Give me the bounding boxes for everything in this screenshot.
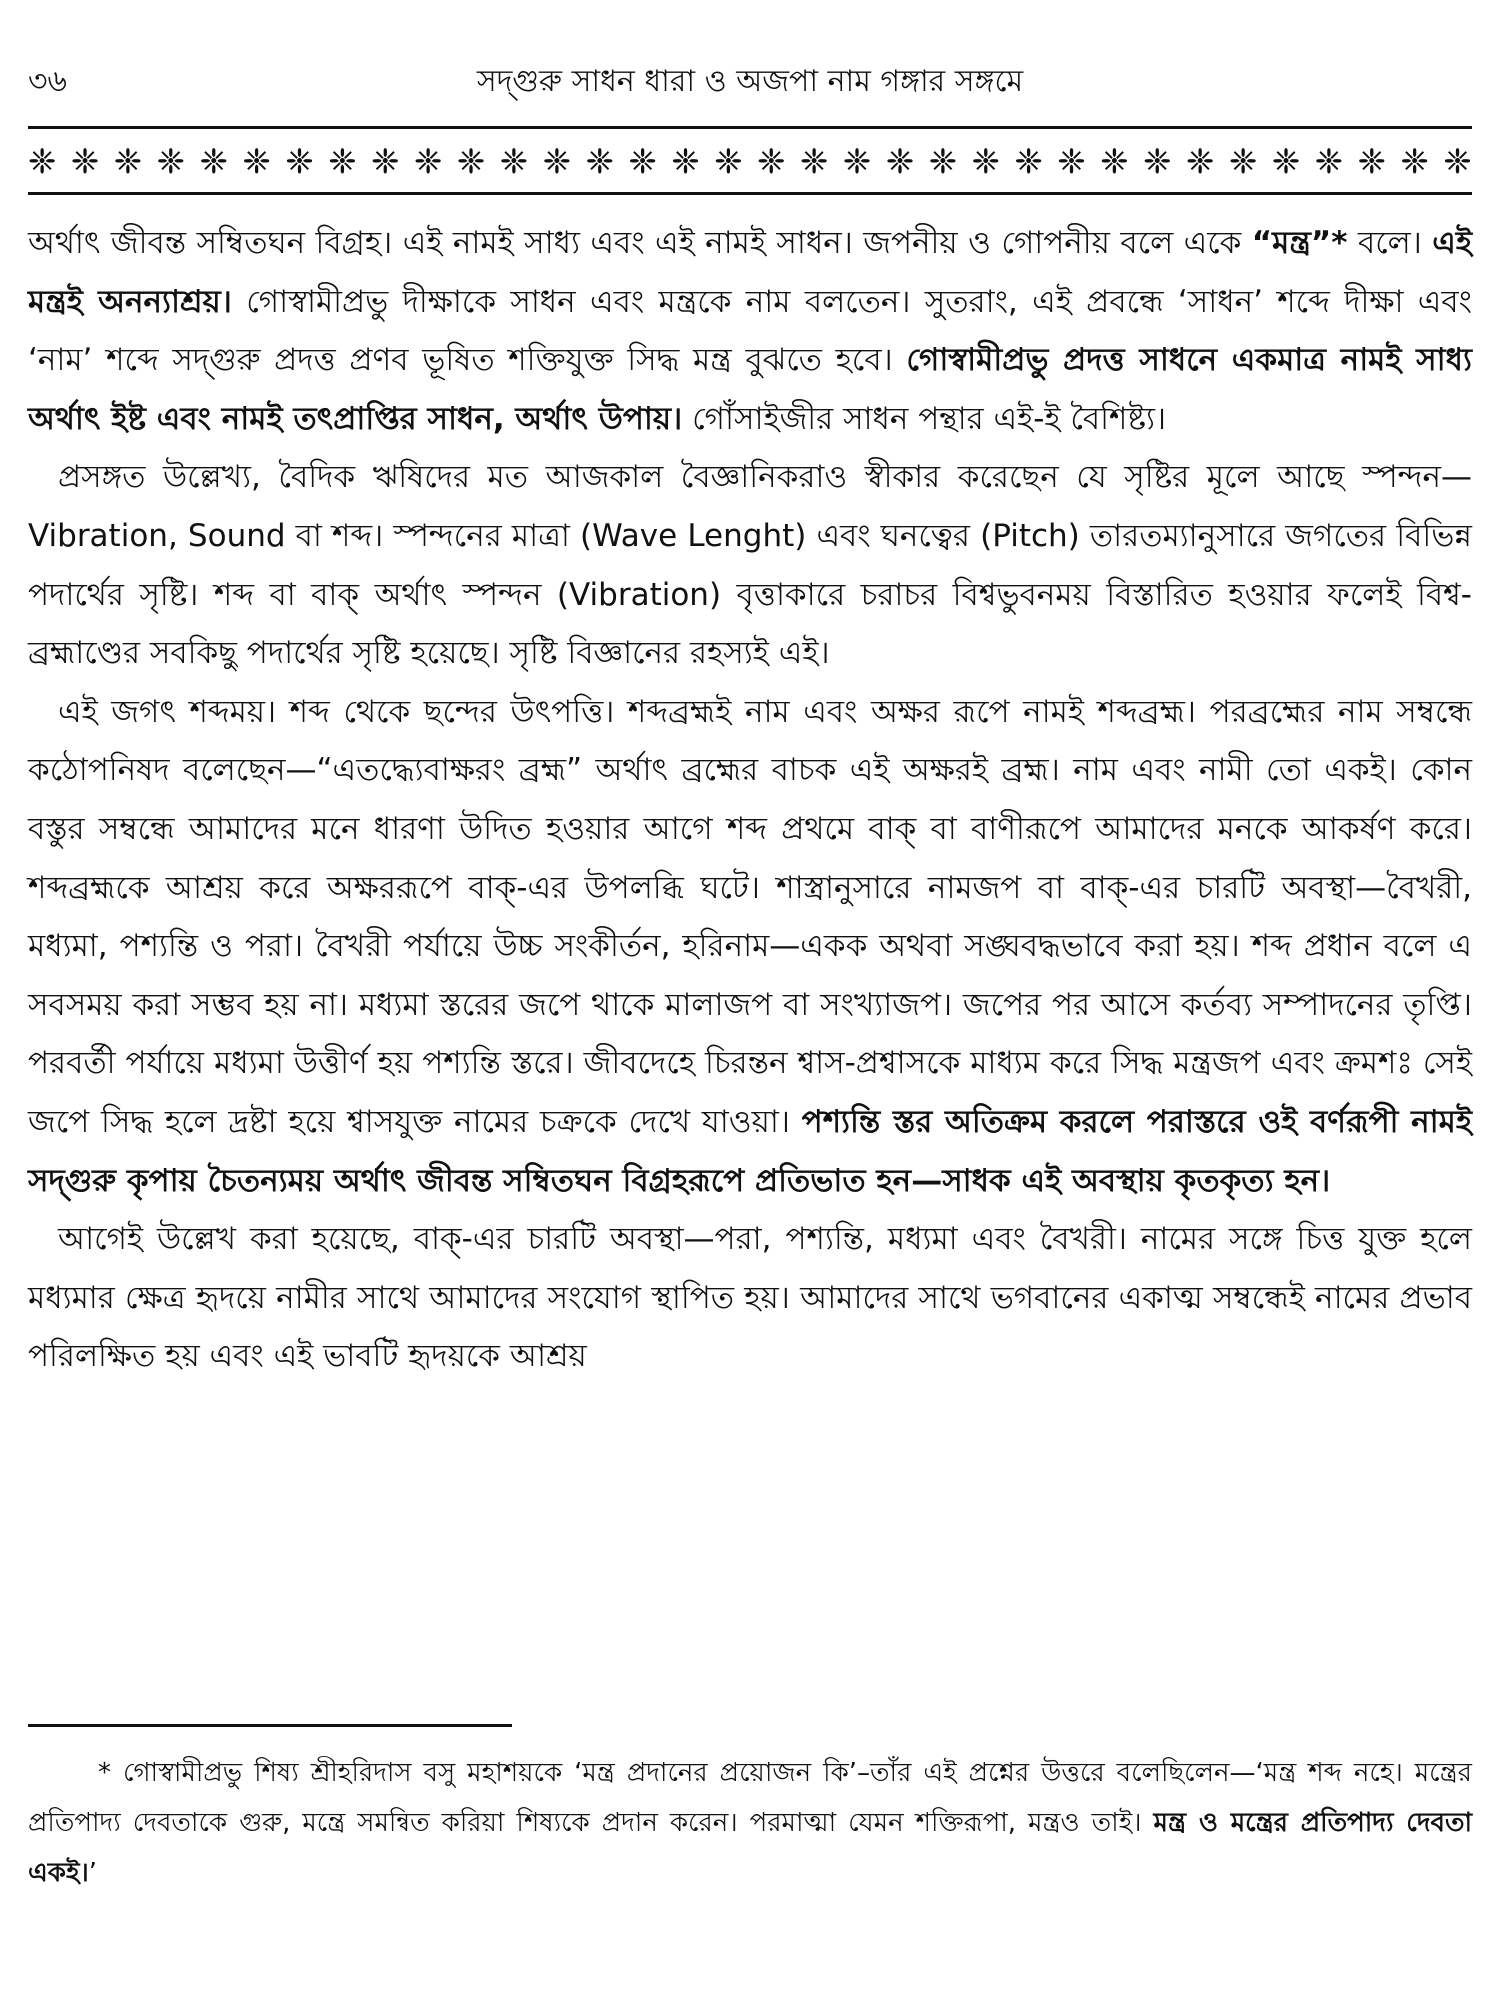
header-rule-bottom bbox=[28, 192, 1472, 195]
ornament-glyph: ❈ bbox=[414, 142, 443, 182]
text-run: ’ bbox=[88, 1858, 98, 1888]
ornament-glyph: ❈ bbox=[1014, 142, 1043, 182]
ornament-glyph: ❈ bbox=[542, 142, 572, 182]
ornament-glyph: ❈ bbox=[456, 142, 486, 182]
ornament-glyph: ❈ bbox=[70, 142, 100, 182]
ornament-glyph: ❈ bbox=[1271, 142, 1301, 182]
ornament-glyph: ❈ bbox=[1357, 142, 1387, 182]
text-run: গোস্বামীপ্রভু দীক্ষাকে সাধন এবং মন্ত্রকে নাম বলতেন। সুতরাং, এই প্রবন্ধে ‘সাধন’ শব্দে দীক্ষা এবং ‘নাম’ শব্দে সদ্‌গুরু প্রদত্ত প্রণব ভূষিত শক্তিযুক্ত সিদ্ধ মন্ত্র বুঝতে হবে। bbox=[28, 283, 1472, 379]
ornament-glyph: ❈ bbox=[1400, 142, 1429, 182]
ornament-glyph: ❈ bbox=[842, 142, 872, 182]
ornament-glyph: ❈ bbox=[28, 142, 57, 182]
ornament-glyph: ❈ bbox=[328, 142, 357, 182]
ornament-glyph: ❈ bbox=[1443, 142, 1472, 182]
footnote-paragraph bbox=[28, 1748, 1472, 1898]
ornamental-border bbox=[28, 138, 1472, 186]
text-run: * গোস্বামীপ্রভু শিষ্য শ্রীহরিদাস বসু মহাশয়কে ‘মন্ত্র প্রদানের প্রয়োজন কি’–তাঁর এই প্রশ্নের উত্তরে বলেছিলেন—‘মন্ত্র শব্দ নহে। মন্ত্রের প্রতিপাদ্য দেবতাকে গুরু, মন্ত্রে সমন্বিত করিয়া শিষ্যকে প্রদান করেন। পরমাত্মা যেমন শক্তিরূপা, মন্ত্রও তাই। bbox=[28, 1758, 1472, 1838]
ornament-glyph: ❈ bbox=[585, 142, 615, 182]
text-run: অর্থাৎ জীবন্ত সম্বিতঘন বিগ্রহ। এই নামই সাধ্য এবং এই নামই সাধন। জপনীয় ও গোপনীয় বলে একে bbox=[28, 225, 1252, 261]
ornament-glyph: ❈ bbox=[199, 142, 229, 182]
ornament-glyph: ❈ bbox=[1057, 142, 1086, 182]
ornament-glyph: ❈ bbox=[885, 142, 915, 182]
ornament-glyph: ❈ bbox=[371, 142, 400, 182]
ornament-glyph: ❈ bbox=[800, 142, 829, 182]
ornament-glyph: ❈ bbox=[757, 142, 786, 182]
ornament-glyph: ❈ bbox=[242, 142, 271, 182]
text-run: বলে। bbox=[1347, 225, 1433, 261]
ornament-glyph: ❈ bbox=[1186, 142, 1215, 182]
ornament-glyph: ❈ bbox=[928, 142, 958, 182]
ornament-glyph: ❈ bbox=[499, 142, 529, 182]
running-title: সদ্‌গুরু সাধন ধারা ও অজপা নাম গঙ্গার সঙ্গমে bbox=[476, 63, 1024, 99]
page-number: ৩৬ bbox=[28, 63, 68, 99]
footnote bbox=[28, 1748, 1472, 1898]
header-rule-top bbox=[28, 126, 1472, 129]
ornament-glyph: ❈ bbox=[1228, 142, 1258, 182]
ornament-glyph: ❈ bbox=[285, 142, 314, 182]
bold-run: পশ্যন্তি স্তর অতিক্রম করলে পরাস্তরে ওই বর্ণরূপী নামই সদ্‌গুরু কৃপায় চৈতন্যময় অর্থাৎ জীবন্ত সম্বিতঘন বিগ্রহরূপে প্রতিভাত হন—সাধক এই অবস্থায় কৃতকৃত্য হন। bbox=[28, 1103, 1472, 1199]
paragraph bbox=[28, 214, 1472, 448]
ornament-glyph: ❈ bbox=[671, 142, 700, 182]
paragraph bbox=[28, 448, 1472, 682]
ornament-glyph: ❈ bbox=[628, 142, 657, 182]
ornament-glyph: ❈ bbox=[714, 142, 743, 182]
body-text bbox=[28, 214, 1472, 1386]
footnote-rule bbox=[28, 1724, 512, 1727]
paragraph bbox=[28, 1210, 1472, 1386]
ornament-glyph: ❈ bbox=[156, 142, 186, 182]
paragraph bbox=[28, 683, 1472, 1210]
text-run: এই জগৎ শব্দময়। শব্দ থেকে ছন্দের উৎপত্তি। শব্দব্রহ্মই নাম এবং অক্ষর রূপে নামই শব্দব্রহ্ম। পরব্রহ্মের নাম সম্বন্ধে কঠোপনিষদ বলেছেন—“এতদ্ধ্যেবাক্ষরং ব্রহ্ম” অর্থাৎ ব্রহ্মের বাচক এই অক্ষরই ব্রহ্ম। নাম এবং নামী তো একই। কোন বস্তুর সম্বন্ধে আমাদের মনে ধারণা উদিত হওয়ার আগে শব্দ প্রথমে বাক্‌ বা বাণীরূপে আমাদের মনকে আকর্ষণ করে। শব্দব্রহ্মকে আশ্রয় করে অক্ষররূপে বাক্‌-এর উপলব্ধি ঘটে। শাস্ত্রানুসারে নামজপ বা বাক্‌-এর চারটি অবস্থা—বৈখরী, মধ্যমা, পশ্যন্তি ও পরা। বৈখরী পর্যায়ে উচ্চ সংকীর্তন, হরিনাম—একক অথবা সঙ্ঘবদ্ধভাবে করা হয়। শব্দ প্রধান বলে এ সবসময় করা সম্ভব হয় না। মধ্যমা স্তরের জপে থাকে মালাজপ বা সংখ্যাজপ। জপের পর আসে কর্তব্য সম্পাদনের তৃপ্তি। পরবর্তী পর্যায়ে মধ্যমা উত্তীর্ণ হয় পশ্যন্তি স্তরে। জীবদেহে চিরন্তন শ্বাস-প্রশ্বাসকে মাধ্যম করে সিদ্ধ মন্ত্রজপ এবং ক্রমশঃ সেই জপে সিদ্ধ হলে দ্রষ্টা হয়ে শ্বাসযুক্ত নামের চক্রকে দেখে যাওয়া। bbox=[28, 693, 1472, 1140]
ornament-glyph: ❈ bbox=[113, 142, 143, 182]
bold-run: মন্ত্র ও মন্ত্রের প্রতিপাদ্য দেবতা একই। bbox=[28, 1808, 1473, 1888]
bold-run: এই মন্ত্রই অনন্যাশ্রয়। bbox=[28, 225, 1472, 320]
text-run: আগেই উল্লেখ করা হয়েছে, বাক্‌-এর চারটি অবস্থা—পরা, পশ্যন্তি, মধ্যমা এবং বৈখরী। নামের সঙ্গে চিত্ত যুক্ত হলে মধ্যমার ক্ষেত্র হৃদয়ে নামীর সাথে আমাদের সংযোগ স্থাপিত হয়। আমাদের সাথে ভগবানের একাত্ম সম্বন্ধেই নামের প্রভাব পরিলক্ষিত হয় এবং এই ভাবটি হৃদয়কে আশ্রয় bbox=[28, 1221, 1472, 1375]
bold-run: গোস্বামীপ্রভু প্রদত্ত সাধনে একমাত্র নামই সাধ্য অর্থাৎ ইষ্ট এবং নামই তৎপ্রাপ্তির সাধন, অর্থাৎ উপায়। bbox=[28, 342, 1472, 437]
ornament-glyph: ❈ bbox=[1100, 142, 1129, 182]
ornament-glyph: ❈ bbox=[1314, 142, 1344, 182]
text-run: প্রসঙ্গত উল্লেখ্য, বৈদিক ঋষিদের মত আজকাল বৈজ্ঞানিকরাও স্বীকার করেছেন যে সৃষ্টির মূলে আছে স্পন্দন—Vibration, Sound বা শব্দ। স্পন্দনের মাত্রা (Wave Lenght) এবং ঘনত্বের (Pitch) তারতম্যানুসারে জগতের বিভিন্ন পদার্থের সৃষ্টি। শব্দ বা বাক্‌ অর্থাৎ স্পন্দন (Vibration) বৃত্তাকারে চরাচর বিশ্বভুবনময় বিস্তারিত হওয়ার ফলেই বিশ্ব-ব্রহ্মাণ্ডের সবকিছু পদার্থের সৃষ্টি হয়েছে। সৃষ্টি বিজ্ঞানের রহস্যই এই। bbox=[28, 459, 1472, 672]
text-run: গোঁসাইজীর সাধন পন্থার এই-ই বৈশিষ্ট্য। bbox=[682, 400, 1167, 437]
page-header bbox=[28, 60, 1472, 104]
ornament-glyph: ❈ bbox=[971, 142, 1001, 182]
ornament-glyph: ❈ bbox=[1143, 142, 1172, 182]
bold-run: “মন্ত্র”* bbox=[1251, 225, 1348, 261]
